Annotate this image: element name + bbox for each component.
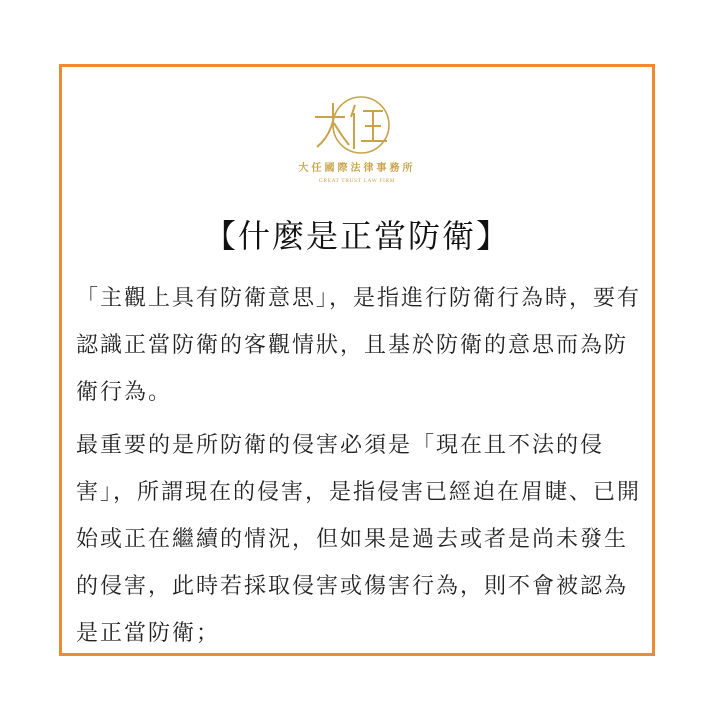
paragraph-2: 最重要的是所防衛的侵害必須是「現在且不法的侵害」，所謂現在的侵害，是指侵害已經迫在眉睫、已開始或正在繼續的情況，但如果是過去或者是尚未發生的侵害，此時若採取侵害或傷害行為，則不會被認為是正當防衛； [76, 433, 642, 646]
body-text [76, 275, 646, 663]
firm-name-english: GREAT TRUST LAW FIRM [318, 178, 396, 184]
firm-logo [62, 95, 652, 195]
paragraph-1: 「主觀上具有防衛意思」，是指進行防衛行為時，要有認識正當防衛的客觀情狀，且基於防衛的意思而為防衛行為。 [76, 286, 642, 405]
page-title: 【什麼是正當防衛】 [203, 217, 510, 255]
firm-name-chinese: 大任國際法律事務所 [298, 163, 416, 174]
content-frame [59, 64, 655, 656]
logo-mark-icon [311, 95, 403, 155]
